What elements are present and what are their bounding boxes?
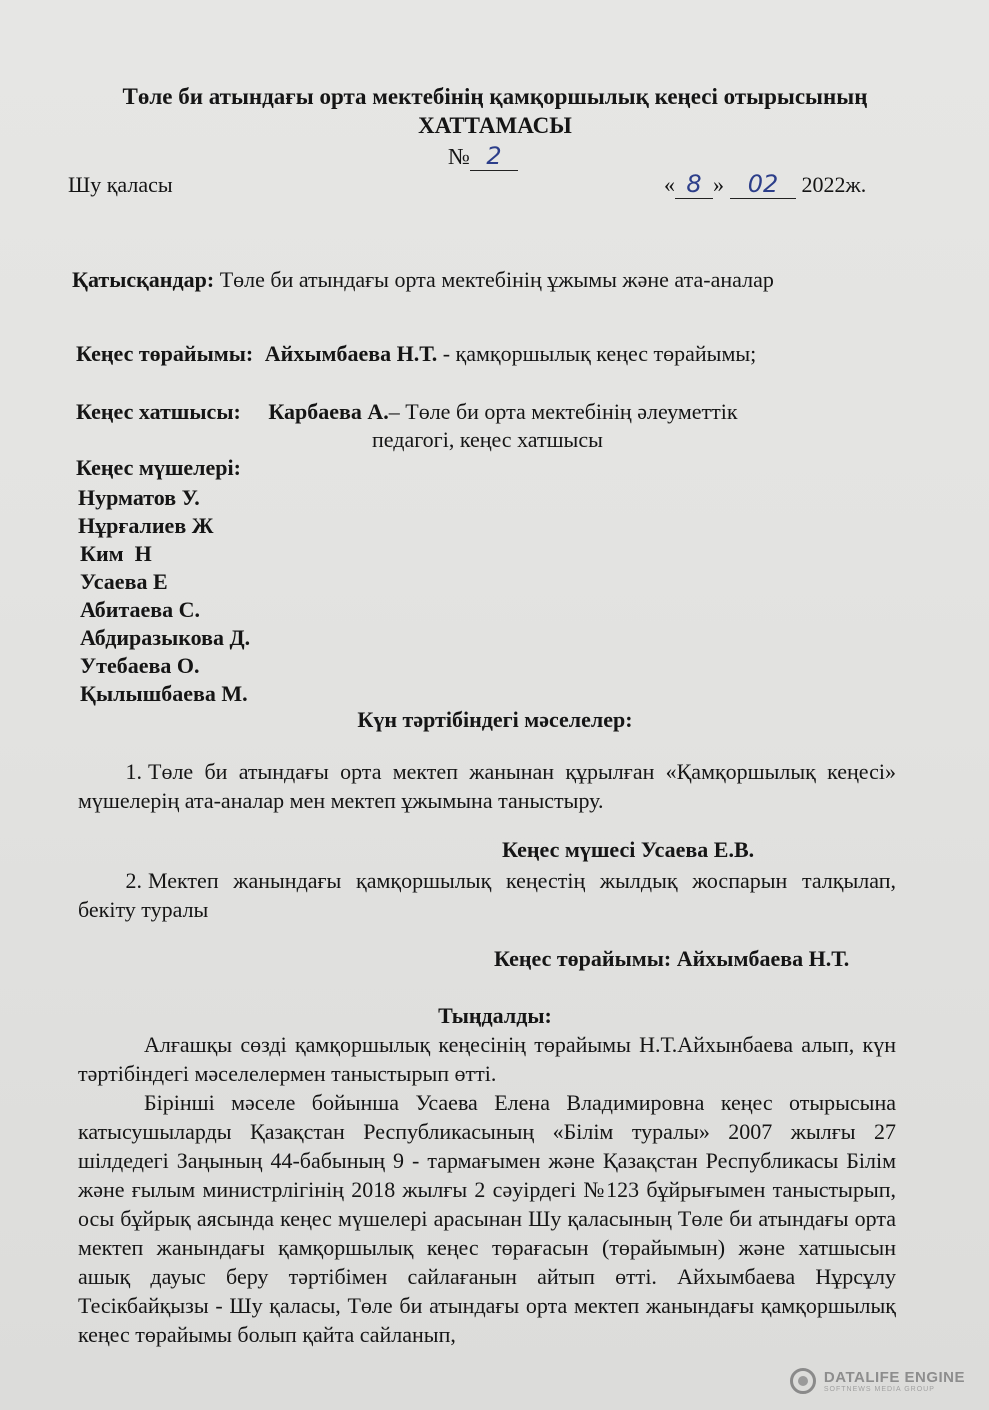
number-prefix: № [448,144,470,169]
handwritten-number: 2 [470,142,518,171]
title-line-2: ХАТТАМАСЫ [418,113,572,138]
secretary-line [76,399,738,425]
heard-paragraph-1 [78,1030,896,1088]
member-item: Нұрғалиев Ж [78,513,214,538]
agenda-item-1-text: Төле би атындағы орта мектеп жанынан құрылған «Қамқоршылық кеңесі» мүшелерің ата-аналар мен мектеп ұжымына таныстыру. [78,759,896,813]
members-label: Кеңес мүшелері: [76,455,241,480]
attendees-text: Төле би атындағы орта мектебінің ұжымы және ата-аналар [219,267,774,292]
agenda-item-1 [78,757,896,815]
member-item: Абдиразыкова Д. [80,625,251,650]
chair-label: Кеңес төрайымы: [76,341,254,366]
agenda-item-2-speaker: Кеңес төрайымы: Айхымбаева Н.Т. [494,946,850,971]
watermark [790,1368,965,1394]
title-line-1: Төле би атындағы орта мектебінің қамқоршылық кеңесі отырысының [122,84,868,109]
agenda-item-2 [78,866,896,924]
member-item: Усаева Е [80,569,168,594]
watermark-title: DATALIFE ENGINE [823,1369,965,1386]
chair-role: - қамқоршылық кеңес төрайымы; [437,341,757,366]
chair-name: Айхымбаева Н.Т. [264,341,438,366]
handwritten-month: 02 [730,170,796,199]
member-item: Утебаева О. [80,653,200,678]
member-item: Ким Н [80,541,152,566]
agenda-title: Күн тәртібіндегі мәселелер: [357,707,633,732]
agenda-item-1-number: 1. [125,759,142,784]
secretary-label: Кеңес хатшысы: [76,399,241,424]
heard-paragraph-1-text: Алғашқы сөзді қамқоршылық кеңесінің төрайымы Н.Т.Айхынбаева алып, күн тәртібіндегі мәселелермен таныстырып өтті. [78,1032,896,1086]
date [664,170,866,199]
attendees-label: Қатысқандар: [72,267,215,292]
heard-paragraph-2 [78,1088,896,1349]
protocol-number [448,142,518,171]
date-close-quote: » [713,172,724,197]
member-item: Қылышбаева М. [80,681,248,706]
city: Шу қаласы [68,172,173,197]
agenda-item-2-text: Мектеп жанындағы қамқоршылық кеңестің жылдық жоспарын талқылап, бекіту туралы [78,868,896,922]
secretary-name: Карбаева А. [268,399,389,424]
watermark-subtitle: SOFTNEWS MEDIA GROUP [823,1386,935,1393]
heard-title: Тыңдалды: [438,1003,552,1028]
handwritten-day: 8 [675,170,713,199]
attendees-line [72,267,774,293]
agenda-item-2-number: 2. [125,868,142,893]
heard-paragraph-2-text: Бірінші мәселе бойынша Усаева Елена Владимировна кеңес отырысына катысушыларды Қазақстан Республикасының «Білім туралы» 2007 жылғы 27 шілдедегі Заңының 44-бабының 9 - тармағымен және Қазақстан Республикасы Білім және ғылым министрлігінің 2018 жылғы 2 сәуірдегі №123 бұйрығымен таныстырып, осы бұйрық аясында кеңес мүшелері арасынан Шу қаласының Төле би атындағы орта мектеп жанындағы қамқоршылық кеңес төрағасын (төрайымын) және хатшысын ашық дауыс беру тәртібімен сайлағанын айтып өтті. Айхымбаева Нұрсұлу Тесікбайқызы - Шу қаласы, Төле би атындағы орта мектеп жанындағы қамқоршылық кеңес төрайымы болып қайта сайланып, [78,1090,896,1347]
chair-line [76,341,756,367]
date-year: 2022ж. [801,172,867,197]
secretary-role-1: – Төле би орта мектебінің әлеуметтік [388,399,738,424]
datalife-logo-icon [790,1368,816,1394]
secretary-role-2: педагогі, кеңес хатшысы [372,427,603,452]
member-item: Абитаева С. [80,597,201,622]
agenda-item-1-speaker: Кеңес мүшесі Усаева Е.В. [502,837,755,862]
date-open-quote: « [664,172,675,197]
member-item: Нурматов У. [78,485,200,510]
